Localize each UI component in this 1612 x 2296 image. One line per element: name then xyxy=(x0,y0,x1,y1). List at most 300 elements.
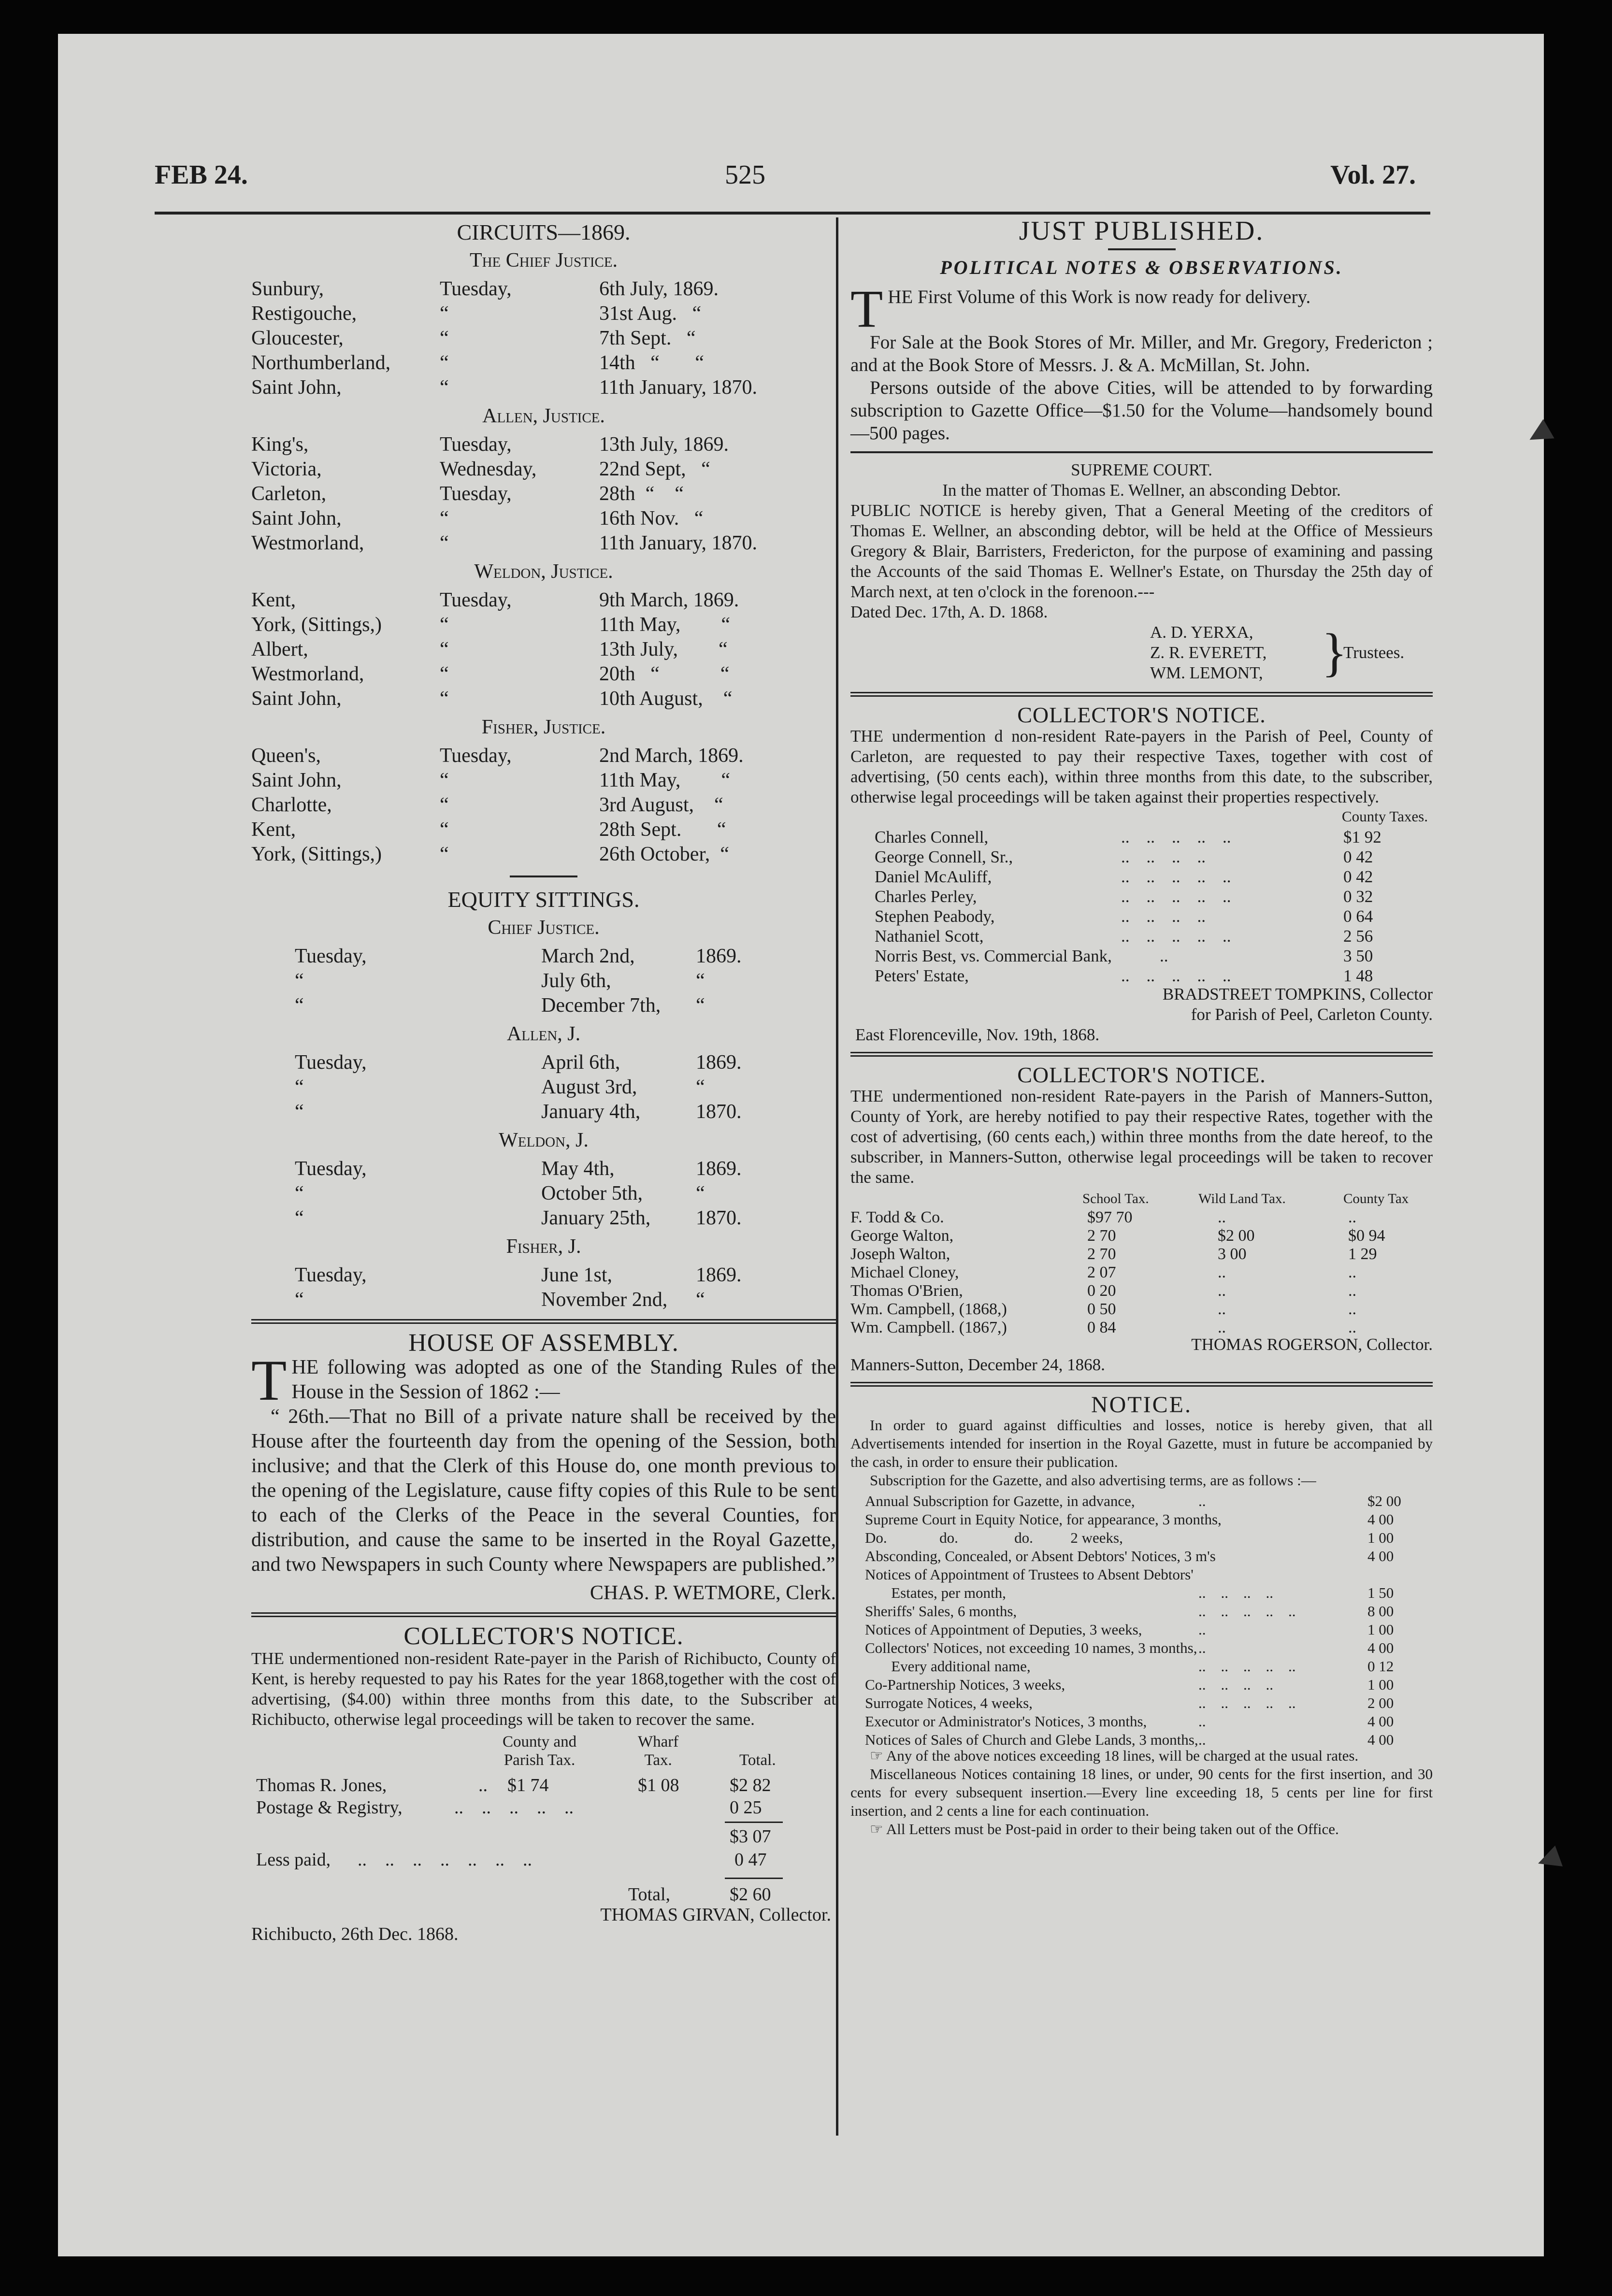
county: Gloucester, xyxy=(251,327,344,349)
pointing-hand-icon: ☞ xyxy=(870,1821,886,1837)
county-tax: .. xyxy=(1348,1208,1356,1226)
county-tax: .. xyxy=(1348,1282,1356,1300)
published-p3: Persons outside of the above Cities, will be attended to by forwarding subscription to Gazette Office—$1.50 for the Volume—handsomely bound—500 pages. xyxy=(850,377,1433,444)
date: November 2nd, xyxy=(541,1289,668,1311)
rate-price: $2 00 xyxy=(1367,1492,1401,1509)
rate-price: 4 00 xyxy=(1367,1713,1394,1730)
supreme-matter: In the matter of Thomas E. Wellner, an absconding Debtor. xyxy=(942,481,1341,500)
rate-payer-row xyxy=(850,865,1433,885)
rate-item: Absconding, Concealed, or Absent Debtors' Notices, 3 m's xyxy=(865,1548,1216,1564)
county: York, (Sittings,) xyxy=(251,843,382,865)
county-tax: .. xyxy=(1348,1319,1356,1336)
date: 13th July, “ xyxy=(599,638,728,660)
ink-mark-icon: ◀ xyxy=(1520,413,1556,452)
day: “ xyxy=(440,352,449,374)
leader-dots: .. .. .. .. .. xyxy=(1121,966,1231,985)
date: 11th January, 1870. xyxy=(599,376,757,399)
name: Stephen Peabody, xyxy=(875,907,995,926)
brace: } xyxy=(1322,623,1347,682)
county: Victoria, xyxy=(251,458,322,480)
right-column xyxy=(850,216,1433,1838)
rate-row xyxy=(850,1600,1433,1618)
county-tax: 1 48 xyxy=(1343,966,1373,985)
county: Carleton, xyxy=(251,483,327,505)
date: March 2nd, xyxy=(541,945,635,967)
left-column xyxy=(251,220,836,1947)
rate-item: Sheriffs' Sales, 6 months, xyxy=(865,1603,1017,1620)
county-tax: $0 94 xyxy=(1348,1227,1385,1245)
date: 26th October, “ xyxy=(599,843,729,865)
equity-row xyxy=(251,1100,836,1124)
year: 1870. xyxy=(696,1207,742,1229)
column-rule xyxy=(836,217,838,2136)
county-tax: .. xyxy=(1348,1263,1356,1281)
subtotal: $3 07 xyxy=(730,1826,771,1847)
rate-row xyxy=(850,1710,1433,1728)
leader-dots: .. .. .. .. xyxy=(1121,847,1206,866)
rate-payer-row xyxy=(850,925,1433,945)
leader-dots: .. .. .. .. xyxy=(1121,907,1206,926)
pointing-hand-icon: ☞ xyxy=(870,1747,886,1764)
day: Tuesday, xyxy=(440,483,512,505)
manners-dateline: Manners-Sutton, December 24, 1868. xyxy=(850,1355,1105,1374)
date: 28th Sept. “ xyxy=(599,818,726,841)
rate-price: 4 00 xyxy=(1367,1511,1394,1528)
peel-signature-parish: for Parish of Peel, Carleton County. xyxy=(1191,1005,1433,1024)
peel-title: COLLECTOR'S NOTICE. xyxy=(1017,703,1266,727)
name: George Walton, xyxy=(850,1227,954,1245)
peel-dateline: East Florenceville, Nov. 19th, 1868. xyxy=(855,1025,1100,1044)
wild-land-tax: .. xyxy=(1218,1263,1226,1281)
county-tax: 2 56 xyxy=(1343,927,1373,946)
leader-dots: .. .. .. .. .. xyxy=(1198,1658,1296,1675)
rate-payer-row xyxy=(850,846,1433,865)
rate-payer-row xyxy=(850,1316,1433,1335)
county: Kent, xyxy=(251,589,296,611)
rate-item: Notices of Appointment of Trustees to Absent Debtors' xyxy=(865,1566,1194,1583)
rate-row xyxy=(850,1508,1433,1526)
richibucto-totals xyxy=(251,1818,836,1876)
day: “ xyxy=(295,1182,304,1205)
leader-dots: .. .. .. .. .. xyxy=(1121,828,1231,847)
rates-table xyxy=(850,1490,1433,1747)
county-tax: 0 42 xyxy=(1343,867,1373,886)
manners-column-heads xyxy=(850,1188,1433,1206)
county: Westmorland, xyxy=(251,532,364,554)
circuit-row xyxy=(251,506,836,531)
rate-item: Supreme Court in Equity Notice, for appearance, 3 months, xyxy=(865,1511,1222,1528)
county: Westmorland, xyxy=(251,663,364,685)
date: 13th July, 1869. xyxy=(599,433,729,456)
county: Kent, xyxy=(251,818,296,841)
day: “ xyxy=(295,994,304,1017)
drop-cap: T xyxy=(850,279,883,338)
rate-row xyxy=(850,1728,1433,1747)
leader-dots: .. .. .. .. .. xyxy=(1121,927,1231,946)
rate-payer-row xyxy=(251,1795,836,1818)
name: Postage & Registry, xyxy=(256,1797,403,1818)
date: 9th March, 1869. xyxy=(599,589,739,611)
rate-price: 0 12 xyxy=(1367,1658,1394,1675)
year: 1869. xyxy=(696,1051,742,1074)
rate-payer-row xyxy=(850,826,1433,846)
less-paid-amount: 0 47 xyxy=(734,1850,767,1870)
rate-price: 2 00 xyxy=(1367,1694,1394,1711)
rate-price: 1 00 xyxy=(1367,1529,1394,1546)
date: October 5th, xyxy=(541,1182,643,1205)
equity-row xyxy=(251,944,836,969)
richibucto-dateline: Richibucto, 26th Dec. 1868. xyxy=(251,1924,459,1944)
day: “ xyxy=(440,818,449,841)
wild-land-tax: $2 00 xyxy=(1218,1227,1255,1245)
trustee-1: A. D. YERXA, xyxy=(1150,623,1253,642)
county: Queen's, xyxy=(251,745,321,767)
rate-payer-row xyxy=(850,905,1433,925)
richibucto-column-heads xyxy=(251,1733,836,1773)
divider xyxy=(251,1319,836,1324)
rate-row xyxy=(850,1563,1433,1581)
total-amount: $2 60 xyxy=(730,1884,771,1905)
date: 16th Nov. “ xyxy=(599,507,704,530)
rate-item: Co-Partnership Notices, 3 weeks, xyxy=(865,1676,1065,1693)
school-tax: 2 70 xyxy=(1087,1245,1116,1263)
year: “ xyxy=(696,1076,705,1098)
rate-payer-row xyxy=(850,1279,1433,1298)
published-notice xyxy=(850,279,1433,445)
school-tax: 0 50 xyxy=(1087,1300,1116,1318)
year: 1869. xyxy=(696,1158,742,1180)
leader-dots: .. xyxy=(1198,1621,1206,1638)
year: “ xyxy=(696,1289,705,1311)
name: Michael Cloney, xyxy=(850,1263,959,1281)
name: Thomas O'Brien, xyxy=(850,1282,963,1300)
circuit-row xyxy=(251,744,836,768)
assembly-notice xyxy=(251,1348,836,1606)
circuit-row xyxy=(251,277,836,301)
divider xyxy=(850,1382,1433,1387)
richibucto-title: COLLECTOR'S NOTICE. xyxy=(403,1622,684,1650)
richibucto-signature: THOMAS GIRVAN, Collector. xyxy=(600,1905,831,1925)
date: 22nd Sept, “ xyxy=(599,458,710,480)
circuit-row xyxy=(251,301,836,326)
circuit-row xyxy=(251,687,836,711)
ink-mark-icon: ◀ xyxy=(1532,1839,1564,1877)
wild-land-tax: .. xyxy=(1218,1319,1226,1336)
rate-price: 1 00 xyxy=(1367,1621,1394,1638)
leader-dots: .. xyxy=(478,1775,488,1795)
rate-row xyxy=(850,1581,1433,1600)
parish-tax: $1 74 xyxy=(507,1775,549,1795)
page-header xyxy=(155,159,1416,203)
equity-row xyxy=(251,1157,836,1181)
circuit-row xyxy=(251,793,836,818)
date: 3rd August, “ xyxy=(599,794,723,816)
day: “ xyxy=(440,614,449,636)
day: “ xyxy=(440,688,449,710)
published-p1: HE First Volume of this Work is now ready for delivery. xyxy=(888,287,1311,307)
divider xyxy=(850,692,1433,697)
peel-body: THE undermention d non-resident Rate-payers in the Parish of Peel, County of Carleton, are requested to pay their respective Taxes, together with cost of advertising, (50 cents each), within three months from this date, to the subscriber, otherwise legal proceedings will be taken against their properties respectively. xyxy=(850,727,1433,806)
circuit-row xyxy=(251,842,836,867)
circuit-row xyxy=(251,432,836,457)
rate-price: 1 00 xyxy=(1367,1676,1394,1693)
gazette-page xyxy=(58,34,1564,2256)
county-tax: 0 32 xyxy=(1343,887,1373,906)
col-head-county: County and Parish Tax. xyxy=(503,1733,577,1769)
assembly-rule: “ 26th.—That no Bill of a private nature shall be received by the House after the fourteenth day from the opening of the Session, both inclusive; and that the Clerk of this House do, one month previous to the opening of the Legislature, cause fifty copies of this Rule to be sent to each of the Clerks of the Peace in the several Counties, for distribution, and cause the same to be inserted in the Royal Gazette, and two Newspapers in such County where Newspapers are published.” xyxy=(251,1406,836,1576)
richibucto-table xyxy=(251,1773,836,1818)
circuit-row xyxy=(251,375,836,400)
leader-dots: .. .. .. .. .. xyxy=(454,1797,574,1818)
less-paid-label: Less paid, xyxy=(256,1850,331,1870)
day: “ xyxy=(440,376,449,399)
total-label: Total, xyxy=(628,1884,671,1905)
page-number: 525 xyxy=(725,160,765,190)
circuit-row xyxy=(251,588,836,613)
date: January 25th, xyxy=(541,1207,651,1229)
equity-row xyxy=(251,1050,836,1075)
rate-payer-row xyxy=(850,1224,1433,1243)
manners-signature: THOMAS ROGERSON, Collector. xyxy=(1191,1335,1433,1354)
rate-row xyxy=(850,1636,1433,1655)
leader-dots: .. xyxy=(1198,1492,1206,1509)
leader-dots: .. .. .. .. .. xyxy=(1198,1694,1296,1711)
rate-item: Executor or Administrator's Notices, 3 months, xyxy=(865,1713,1147,1730)
rate-price: 8 00 xyxy=(1367,1603,1394,1620)
supreme-body: PUBLIC NOTICE is hereby given, That a General Meeting of the creditors of Thomas E. Wellner, an absconding debtor, will be held at the Office of Messieurs Gregory & Blair, Barristers, Fredericton, for the purpose of examining and passing the Accounts of the said Thomas E. Wellner's Estate, on Thursday the 25th day of March next, at ten o'clock in the forenoon.--- xyxy=(850,501,1433,601)
county: Albert, xyxy=(251,638,308,660)
wild-land-tax: .. xyxy=(1218,1300,1226,1318)
supreme-title: SUPREME COURT. xyxy=(1071,460,1212,479)
manners-table xyxy=(850,1206,1433,1335)
circuit-justice: Fisher, Justice. xyxy=(481,716,606,738)
rate-item: Every additional name, xyxy=(865,1658,1031,1675)
county: Charlotte, xyxy=(251,794,332,816)
date: August 3rd, xyxy=(541,1076,637,1098)
county: York, (Sittings,) xyxy=(251,614,382,636)
county: Restigouche, xyxy=(251,302,357,325)
trustee-3: WM. LEMONT, xyxy=(1150,663,1263,682)
date: 10th August, “ xyxy=(599,688,733,710)
published-title: JUST PUBLISHED. xyxy=(1019,216,1265,246)
date: April 6th, xyxy=(541,1051,620,1074)
name: Nathaniel Scott, xyxy=(875,927,984,946)
day: Tuesday, xyxy=(440,745,512,767)
leader-dots: .. .. .. .. .. xyxy=(1121,887,1231,906)
circuit-row xyxy=(251,613,836,637)
circuit-justice: The Chief Justice. xyxy=(469,249,618,272)
notice-letters-text: All Letters must be Post-paid in order to their being taken out of the Office. xyxy=(886,1821,1339,1837)
rate-price: 4 00 xyxy=(1367,1548,1394,1564)
total: $2 82 xyxy=(730,1775,771,1795)
equity-row xyxy=(251,993,836,1018)
equity-row xyxy=(251,1075,836,1100)
rate-payer-row xyxy=(850,885,1433,905)
date: May 4th, xyxy=(541,1158,615,1180)
rate-row xyxy=(850,1692,1433,1710)
leader-dots: .. xyxy=(1198,1639,1206,1656)
year: 1870. xyxy=(696,1101,742,1123)
year: 1869. xyxy=(696,1264,742,1286)
leader-dots: .. xyxy=(1198,1731,1206,1748)
day: “ xyxy=(440,302,449,325)
rate-row xyxy=(850,1526,1433,1545)
name: Daniel McAuliff, xyxy=(875,867,992,886)
county-tax: $1 92 xyxy=(1343,828,1382,847)
rate-payer-row xyxy=(850,964,1433,984)
county-tax: 0 64 xyxy=(1343,907,1373,926)
year: “ xyxy=(696,970,705,992)
day: “ xyxy=(295,970,304,992)
school-tax: 2 70 xyxy=(1087,1227,1116,1245)
divider xyxy=(1108,248,1176,250)
year: “ xyxy=(696,1182,705,1205)
published-p2: For Sale at the Book Stores of Mr. Miller, and Mr. Gregory, Fredericton ; and at the Book Store of Messrs. J. & A. McMillan, St. John. xyxy=(850,332,1433,375)
name: George Connell, Sr., xyxy=(875,847,1013,866)
date: 28th “ “ xyxy=(599,483,684,505)
col-head-school: School Tax. xyxy=(1082,1191,1149,1206)
day: Tuesday, xyxy=(295,945,367,967)
equity-title: EQUITY SITTINGS. xyxy=(447,887,640,912)
day: “ xyxy=(440,638,449,660)
equity-row xyxy=(251,1181,836,1206)
circuit-row xyxy=(251,351,836,375)
divider xyxy=(251,1612,836,1617)
day: Tuesday, xyxy=(440,278,512,300)
equity-row xyxy=(251,1206,836,1231)
header-date: FEB 24. xyxy=(155,160,248,190)
notice-lines18-text: Any of the above notices exceeding 18 lines, will be charged at the usual rates. xyxy=(886,1747,1359,1764)
day: “ xyxy=(295,1076,304,1098)
rate-item: Collectors' Notices, not exceeding 10 names, 3 months, xyxy=(865,1639,1197,1656)
sum-rule xyxy=(725,1822,783,1823)
equity-row xyxy=(251,969,836,993)
day: “ xyxy=(440,794,449,816)
year: “ xyxy=(696,994,705,1017)
equity-row xyxy=(251,1263,836,1288)
circuit-row xyxy=(251,818,836,842)
date: 31st Aug. “ xyxy=(599,302,702,325)
leader-dots: .. .. .. .. .. xyxy=(1121,867,1231,886)
date: June 1st, xyxy=(541,1264,612,1286)
wild-land-tax: .. xyxy=(1218,1208,1226,1226)
trustee-2: Z. R. EVERETT, xyxy=(1150,643,1267,662)
col-head-wild-land: Wild Land Tax. xyxy=(1198,1191,1286,1206)
sum-rule xyxy=(725,1878,783,1879)
divider xyxy=(510,875,577,877)
wild-land-tax: 3 00 xyxy=(1218,1245,1247,1263)
equity-justice: Weldon, J. xyxy=(499,1129,589,1151)
name: Thomas R. Jones, xyxy=(256,1775,387,1795)
peel-table xyxy=(850,826,1433,984)
county: Saint John, xyxy=(251,376,342,399)
total: 0 25 xyxy=(730,1797,762,1818)
rate-price: 1 50 xyxy=(1367,1584,1394,1601)
rate-row xyxy=(850,1655,1433,1673)
trustees-label: Trustees. xyxy=(1343,643,1405,662)
richibucto-total-row xyxy=(251,1876,836,1925)
notice-misc: Miscellaneous Notices containing 18 lines, or under, 90 cents for the first insertion, and 30 cents for every subsequent insertion.—Every line exceeding 18, 5 cents per line for first insertion, and 2 cents a line for each continuation. xyxy=(850,1765,1433,1819)
date: 11th May, “ xyxy=(599,769,731,791)
supreme-dated: Dated Dec. 17th, A. D. 1868. xyxy=(850,603,1048,621)
col-head-county: County Tax xyxy=(1343,1191,1409,1206)
notice-title: NOTICE. xyxy=(1091,1392,1192,1418)
circuits-title: CIRCUITS—1869. xyxy=(457,220,631,244)
col-head-total: Total. xyxy=(739,1751,776,1769)
manners-body: THE undermentioned non-resident Rate-payers in the Parish of Manners-Sutton, County of York, are hereby notified to pay their respective Rates, together with the cost of advertising, (60 cents each,) within three months from the date hereof, to the subscriber, in Manners-Sutton, otherwise legal proceedings will be taken to recover the same. xyxy=(850,1087,1433,1187)
trustees-block xyxy=(850,622,1433,685)
leader-dots: .. .. .. .. xyxy=(1198,1676,1273,1693)
date: 6th July, 1869. xyxy=(599,278,719,300)
rate-payer-row xyxy=(850,945,1433,964)
rate-row xyxy=(850,1490,1433,1508)
date: 7th Sept. “ xyxy=(599,327,696,349)
day: “ xyxy=(295,1101,304,1123)
date: July 6th, xyxy=(541,970,611,992)
equity-list xyxy=(251,916,836,1312)
leader-dots: .. xyxy=(1160,947,1168,965)
circuits-list xyxy=(251,248,836,867)
day: Tuesday, xyxy=(295,1158,367,1180)
day: “ xyxy=(440,532,449,554)
county: Saint John, xyxy=(251,688,342,710)
name: Joseph Walton, xyxy=(850,1245,950,1263)
county-tax: .. xyxy=(1348,1300,1356,1318)
county-tax: 1 29 xyxy=(1348,1245,1377,1263)
day: “ xyxy=(440,327,449,349)
peel-signature: BRADSTREET TOMPKINS, Collector xyxy=(1162,985,1433,1004)
county: Sunbury, xyxy=(251,278,324,300)
school-tax: $97 70 xyxy=(1087,1208,1133,1226)
drop-cap: T xyxy=(251,1348,287,1412)
circuit-justice: Weldon, Justice. xyxy=(474,560,613,583)
rate-payer-row xyxy=(251,1773,836,1795)
circuit-row xyxy=(251,637,836,662)
school-tax: 0 20 xyxy=(1087,1282,1116,1300)
day: Tuesday, xyxy=(295,1051,367,1074)
manners-title: COLLECTOR'S NOTICE. xyxy=(1017,1062,1266,1087)
school-tax: 2 07 xyxy=(1087,1263,1116,1281)
date: December 7th, xyxy=(541,994,661,1017)
county: Saint John, xyxy=(251,769,342,791)
date: 11th January, 1870. xyxy=(599,532,757,554)
peel-col-head: County Taxes. xyxy=(1341,808,1428,825)
notice-p2: Subscription for the Gazette, and also advertising terms, are as follows :— xyxy=(870,1472,1316,1489)
leader-dots: .. xyxy=(1198,1713,1206,1730)
rate-payer-row xyxy=(850,1298,1433,1316)
county: King's, xyxy=(251,433,309,456)
name: Norris Best, vs. Commercial Bank, xyxy=(875,947,1112,965)
name: Peters' Estate, xyxy=(875,966,969,985)
rate-row xyxy=(850,1618,1433,1636)
date: 2nd March, 1869. xyxy=(599,745,744,767)
leader-dots: .. .. .. .. .. xyxy=(1198,1603,1296,1620)
wild-land-tax: .. xyxy=(1218,1282,1226,1300)
name: Charles Connell, xyxy=(875,828,989,847)
volume-number: Vol. 27. xyxy=(1330,160,1416,190)
rate-payer-row xyxy=(850,1206,1433,1224)
day: “ xyxy=(440,769,449,791)
rate-item: Notices of Sales of Church and Glebe Lands, 3 months, xyxy=(865,1731,1198,1748)
year: 1869. xyxy=(696,945,742,967)
rate-item: Notices of Appointment of Deputies, 3 weeks, xyxy=(865,1621,1142,1638)
circuit-justice: Allen, Justice. xyxy=(482,405,605,427)
name: Charles Perley, xyxy=(875,887,977,906)
day: “ xyxy=(295,1207,304,1229)
rate-row xyxy=(850,1673,1433,1692)
county: Saint John, xyxy=(251,507,342,530)
day: “ xyxy=(295,1289,304,1311)
